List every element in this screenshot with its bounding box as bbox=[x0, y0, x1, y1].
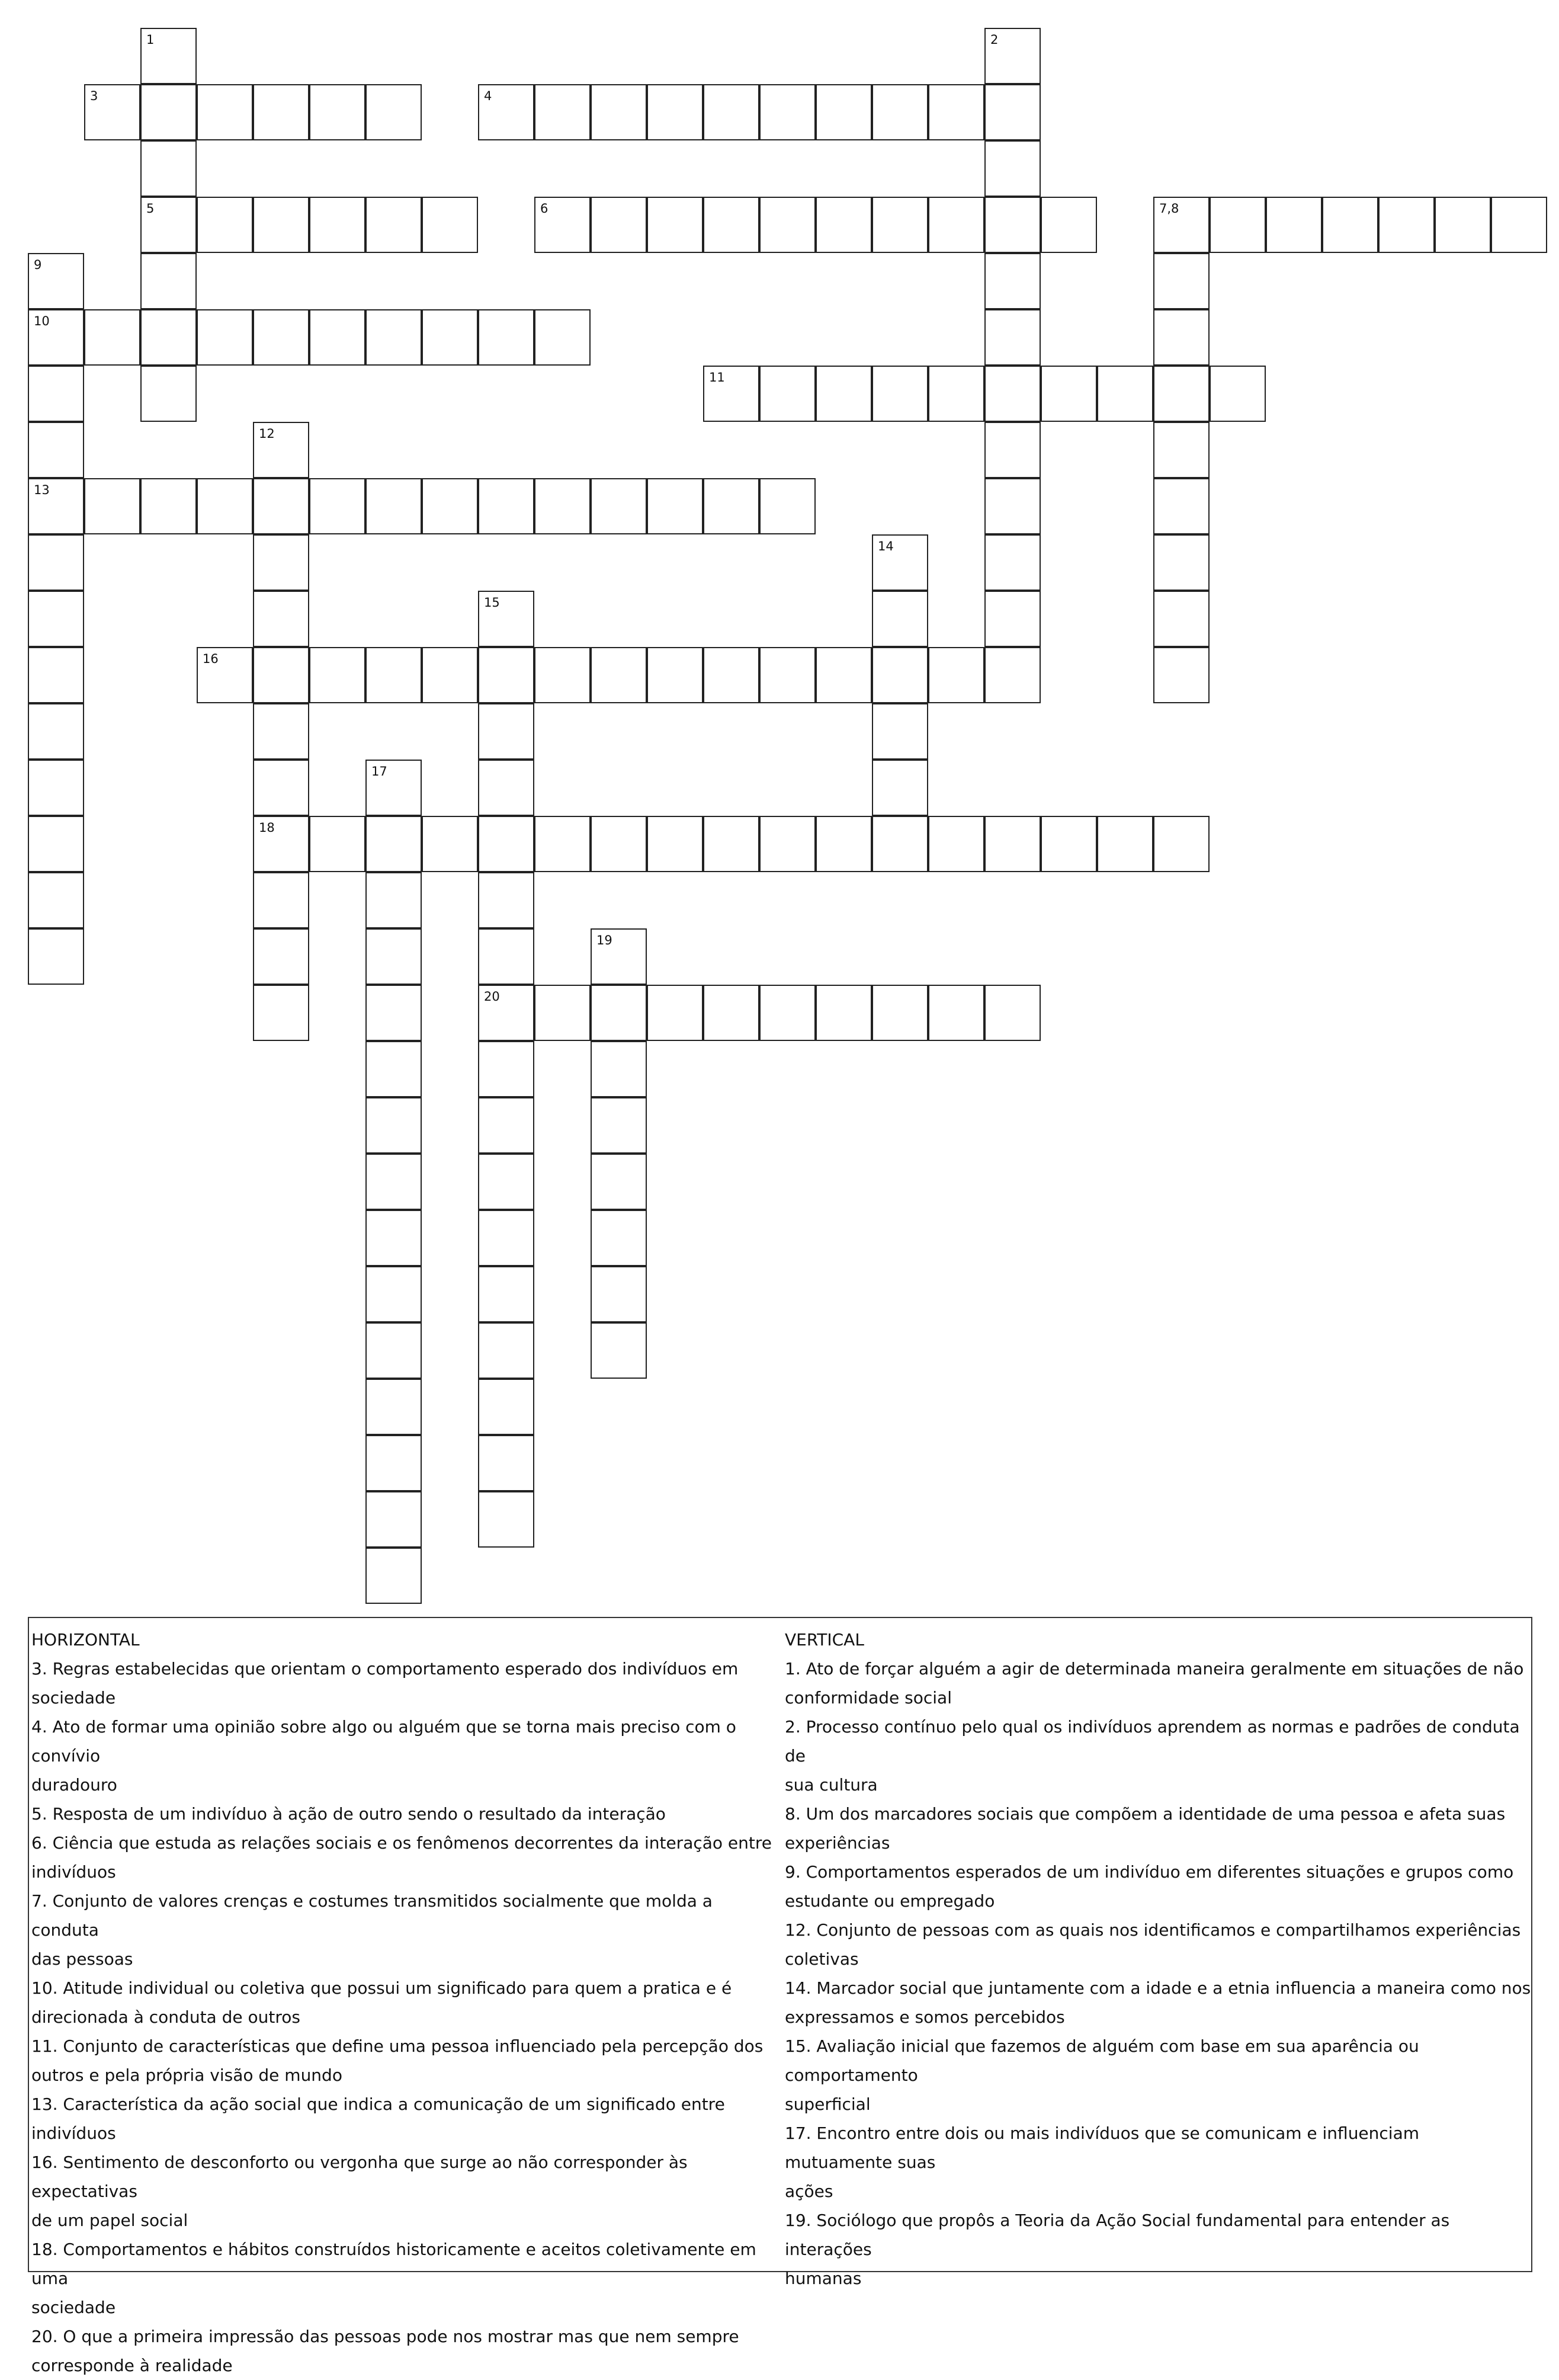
grid-cell[interactable] bbox=[197, 478, 253, 534]
grid-cell[interactable] bbox=[478, 703, 534, 760]
grid-cell[interactable] bbox=[591, 1097, 647, 1154]
grid-cell[interactable] bbox=[759, 478, 816, 534]
grid-cell[interactable] bbox=[197, 309, 253, 366]
grid-cell[interactable] bbox=[984, 84, 1041, 140]
grid-cell[interactable] bbox=[816, 647, 872, 703]
grid-cell[interactable] bbox=[647, 197, 703, 253]
grid-cell[interactable] bbox=[872, 591, 928, 647]
grid-cell[interactable] bbox=[478, 1154, 534, 1210]
grid-cell[interactable] bbox=[928, 197, 984, 253]
grid-cell[interactable] bbox=[253, 872, 309, 928]
clue-number: 9 bbox=[34, 258, 42, 272]
grid-cell[interactable] bbox=[759, 84, 816, 140]
grid-cell[interactable] bbox=[703, 197, 759, 253]
grid-cell[interactable] bbox=[1153, 534, 1210, 591]
grid-cell[interactable] bbox=[591, 1041, 647, 1097]
grid-cell[interactable] bbox=[422, 478, 478, 534]
grid-cell[interactable] bbox=[647, 478, 703, 534]
grid-cell[interactable] bbox=[309, 309, 365, 366]
clue-line: 16. Sentimento de desconforto ou vergonha que surge ao não corresponder às expectativas bbox=[31, 2152, 688, 2201]
grid-cell[interactable] bbox=[478, 647, 534, 703]
clue-number: 17 bbox=[371, 764, 387, 779]
clue-line: sociedade bbox=[31, 1688, 116, 1708]
grid-cell[interactable] bbox=[534, 478, 591, 534]
grid-cell[interactable] bbox=[478, 1266, 534, 1322]
clue-line: 14. Marcador social que juntamente com a idade e a etnia influencia a maneira como nos bbox=[785, 1978, 1531, 1998]
grid-cell[interactable] bbox=[1153, 647, 1210, 703]
grid-cell[interactable] bbox=[759, 647, 816, 703]
grid-cell[interactable] bbox=[140, 478, 197, 534]
grid-cell[interactable] bbox=[703, 985, 759, 1041]
clue-number: 14 bbox=[878, 539, 894, 553]
grid-cell[interactable] bbox=[140, 253, 197, 309]
grid-cell[interactable] bbox=[984, 309, 1041, 366]
grid-cell[interactable] bbox=[253, 197, 309, 253]
grid-cell[interactable] bbox=[647, 84, 703, 140]
grid-cell[interactable] bbox=[759, 366, 816, 422]
grid-cell[interactable] bbox=[872, 985, 928, 1041]
clue-line: outros e pela própria visão de mundo bbox=[31, 2065, 342, 2085]
grid-cell[interactable] bbox=[759, 816, 816, 872]
clue-line: 3. Regras estabelecidas que orientam o comportamento esperado dos indivíduos em bbox=[31, 1659, 739, 1679]
grid-cell[interactable] bbox=[1097, 816, 1153, 872]
grid-cell[interactable] bbox=[759, 985, 816, 1041]
grid-cell[interactable] bbox=[478, 816, 534, 872]
grid-cell[interactable] bbox=[365, 1097, 422, 1154]
clue-line: conformidade social bbox=[785, 1688, 952, 1708]
grid-cell[interactable] bbox=[534, 647, 591, 703]
grid-cell[interactable] bbox=[647, 647, 703, 703]
clue-line: estudante ou empregado bbox=[785, 1891, 995, 1911]
grid-cell[interactable] bbox=[984, 591, 1041, 647]
grid-cell[interactable] bbox=[478, 760, 534, 816]
grid-cell[interactable] bbox=[591, 1210, 647, 1266]
grid-cell[interactable] bbox=[928, 647, 984, 703]
grid-cell[interactable] bbox=[591, 1154, 647, 1210]
grid-cell[interactable] bbox=[591, 985, 647, 1041]
grid-cell[interactable] bbox=[253, 534, 309, 591]
clue-number: 18 bbox=[259, 821, 275, 835]
grid-cell[interactable] bbox=[1041, 197, 1097, 253]
clue-number: 16 bbox=[203, 652, 219, 666]
grid-cell[interactable] bbox=[309, 816, 365, 872]
grid-cell[interactable] bbox=[28, 647, 84, 703]
grid-cell[interactable] bbox=[816, 84, 872, 140]
clues-box bbox=[28, 1617, 1532, 2375]
grid-cell[interactable] bbox=[365, 872, 422, 928]
clue-number: 1 bbox=[146, 33, 155, 47]
grid-cell[interactable] bbox=[1153, 591, 1210, 647]
grid-cell[interactable] bbox=[703, 478, 759, 534]
grid-cell[interactable] bbox=[365, 1379, 422, 1435]
grid-cell[interactable] bbox=[478, 1322, 534, 1379]
grid-cell[interactable] bbox=[84, 478, 140, 534]
grid-cell[interactable] bbox=[253, 591, 309, 647]
grid-cell[interactable] bbox=[422, 816, 478, 872]
clue-line: 17. Encontro entre dois ou mais indivíduos que se comunicam e influenciam mutuamente suas bbox=[785, 2123, 1420, 2172]
grid-cell[interactable] bbox=[365, 1210, 422, 1266]
grid-cell[interactable] bbox=[365, 84, 422, 140]
grid-cell[interactable] bbox=[816, 366, 872, 422]
grid-cell[interactable] bbox=[1153, 478, 1210, 534]
clue-line: 11. Conjunto de características que define uma pessoa influenciado pela percepção dos bbox=[31, 2036, 764, 2056]
grid-cell[interactable] bbox=[253, 928, 309, 985]
clue-line: 7. Conjunto de valores crenças e costumes transmitidos socialmente que molda a conduta bbox=[31, 1891, 713, 1940]
horizontal-clues bbox=[31, 1625, 785, 2380]
grid-cell[interactable] bbox=[872, 703, 928, 760]
grid-cell[interactable] bbox=[703, 647, 759, 703]
grid-cell[interactable] bbox=[534, 985, 591, 1041]
grid-cell[interactable] bbox=[197, 197, 253, 253]
clue-line: 9. Comportamentos esperados de um indivíduo em diferentes situações e grupos como bbox=[785, 1862, 1514, 1882]
grid-cell[interactable] bbox=[872, 647, 928, 703]
clue-line: 18. Comportamentos e hábitos construídos historicamente e aceitos coletivamente em uma bbox=[31, 2240, 756, 2288]
grid-cell[interactable] bbox=[1041, 816, 1097, 872]
grid-cell[interactable] bbox=[534, 816, 591, 872]
grid-cell[interactable] bbox=[478, 1097, 534, 1154]
clue-line: das pessoas bbox=[31, 1949, 133, 1969]
grid-cell[interactable] bbox=[478, 928, 534, 985]
clue-line: 1. Ato de forçar alguém a agir de determinada maneira geralmente em situações de não bbox=[785, 1659, 1524, 1679]
clue-line: sociedade bbox=[31, 2298, 116, 2317]
grid-cell[interactable] bbox=[984, 647, 1041, 703]
grid-cell[interactable] bbox=[197, 84, 253, 140]
clue-number: 15 bbox=[484, 595, 500, 610]
grid-cell[interactable] bbox=[478, 309, 534, 366]
grid-cell[interactable] bbox=[365, 985, 422, 1041]
grid-cell[interactable] bbox=[984, 534, 1041, 591]
grid-cell[interactable] bbox=[1153, 422, 1210, 478]
grid-cell[interactable] bbox=[534, 84, 591, 140]
grid-cell[interactable] bbox=[365, 928, 422, 985]
grid-cell[interactable] bbox=[1153, 816, 1210, 872]
grid-cell[interactable] bbox=[984, 197, 1041, 253]
grid-cell[interactable] bbox=[140, 84, 197, 140]
grid-cell[interactable] bbox=[28, 422, 84, 478]
clue-line: 13. Característica da ação social que indica a comunicação de um significado entre indivíduos bbox=[31, 2094, 725, 2143]
clue-number: 5 bbox=[146, 201, 155, 216]
clue-line: 2. Processo contínuo pelo qual os indivíduos aprendem as normas e padrões de conduta de bbox=[785, 1717, 1520, 1766]
clue-line: superficial bbox=[785, 2094, 871, 2114]
grid-cell[interactable] bbox=[984, 985, 1041, 1041]
grid-cell[interactable] bbox=[365, 1435, 422, 1491]
clue-line: 10. Atitude individual ou coletiva que possui um significado para quem a pratica e é bbox=[31, 1978, 732, 1998]
grid-cell[interactable] bbox=[253, 647, 309, 703]
clue-number: 19 bbox=[596, 933, 612, 947]
grid-cell[interactable] bbox=[703, 816, 759, 872]
grid-cell[interactable] bbox=[422, 197, 478, 253]
grid-cell[interactable] bbox=[591, 197, 647, 253]
grid-cell[interactable] bbox=[928, 985, 984, 1041]
clue-line: indivíduos bbox=[31, 1862, 116, 1882]
clue-line: 5. Resposta de um indivíduo à ação de outro sendo o resultado da interação bbox=[31, 1804, 666, 1824]
clue-line: 12. Conjunto de pessoas com as quais nos identificamos e compartilhamos experiências bbox=[785, 1920, 1521, 1940]
grid-cell[interactable] bbox=[28, 872, 84, 928]
grid-cell[interactable] bbox=[591, 1322, 647, 1379]
grid-cell[interactable] bbox=[1097, 366, 1153, 422]
grid-cell[interactable] bbox=[28, 534, 84, 591]
clue-line: 6. Ciência que estuda as relações sociais e os fenômenos decorrentes da interação entre bbox=[31, 1833, 772, 1853]
horizontal-heading: HORIZONTAL bbox=[31, 1630, 140, 1649]
grid-cell[interactable] bbox=[84, 309, 140, 366]
clue-number: 20 bbox=[484, 989, 500, 1004]
grid-cell[interactable] bbox=[28, 703, 84, 760]
grid-cell[interactable] bbox=[1378, 197, 1435, 253]
grid-cell[interactable] bbox=[1266, 197, 1322, 253]
grid-cell[interactable] bbox=[365, 1322, 422, 1379]
grid-cell[interactable] bbox=[365, 816, 422, 872]
grid-cell[interactable] bbox=[365, 478, 422, 534]
grid-cell[interactable] bbox=[28, 366, 84, 422]
grid-cell[interactable] bbox=[1153, 253, 1210, 309]
grid-cell[interactable] bbox=[984, 253, 1041, 309]
clue-number: 10 bbox=[34, 314, 50, 328]
grid-cell[interactable] bbox=[984, 422, 1041, 478]
clue-number: 12 bbox=[259, 427, 275, 441]
grid-cell[interactable] bbox=[365, 197, 422, 253]
clue-number: 11 bbox=[709, 370, 725, 385]
grid-cell[interactable] bbox=[1210, 366, 1266, 422]
grid-cell[interactable] bbox=[928, 84, 984, 140]
vertical-clues bbox=[785, 1625, 1531, 2293]
grid-cell[interactable] bbox=[253, 309, 309, 366]
grid-cell[interactable] bbox=[478, 872, 534, 928]
grid-cell[interactable] bbox=[1153, 366, 1210, 422]
grid-cell[interactable] bbox=[478, 478, 534, 534]
grid-cell[interactable] bbox=[984, 816, 1041, 872]
grid-cell[interactable] bbox=[647, 985, 703, 1041]
grid-cell[interactable] bbox=[928, 816, 984, 872]
clue-line: humanas bbox=[785, 2269, 862, 2288]
grid-cell[interactable] bbox=[872, 197, 928, 253]
grid-cell[interactable] bbox=[984, 366, 1041, 422]
grid-cell[interactable] bbox=[478, 1379, 534, 1435]
grid-cell[interactable] bbox=[872, 84, 928, 140]
grid-cell[interactable] bbox=[478, 1435, 534, 1491]
grid-cell[interactable] bbox=[591, 647, 647, 703]
grid-cell[interactable] bbox=[253, 84, 309, 140]
grid-cell[interactable] bbox=[872, 366, 928, 422]
grid-cell[interactable] bbox=[253, 478, 309, 534]
grid-cell[interactable] bbox=[253, 703, 309, 760]
grid-cell[interactable] bbox=[253, 760, 309, 816]
clue-line: 19. Sociólogo que propôs a Teoria da Ação Social fundamental para entender as interações bbox=[785, 2211, 1450, 2259]
clue-line: duradouro bbox=[31, 1775, 117, 1795]
grid-cell[interactable] bbox=[365, 647, 422, 703]
clue-line: expressamos e somos percebidos bbox=[785, 2007, 1065, 2027]
grid-cell[interactable] bbox=[28, 816, 84, 872]
grid-cell[interactable] bbox=[1041, 366, 1097, 422]
grid-cell[interactable] bbox=[872, 816, 928, 872]
clue-line: corresponde à realidade bbox=[31, 2356, 233, 2375]
clue-line: direcionada à conduta de outros bbox=[31, 2007, 300, 2027]
clue-line: 8. Um dos marcadores sociais que compõem a identidade de uma pessoa e afeta suas bbox=[785, 1804, 1506, 1824]
grid-cell[interactable] bbox=[28, 591, 84, 647]
grid-cell[interactable] bbox=[1491, 197, 1547, 253]
clue-line: sua cultura bbox=[785, 1775, 878, 1795]
clue-line: ações bbox=[785, 2182, 833, 2201]
grid-cell[interactable] bbox=[1153, 309, 1210, 366]
grid-cell[interactable] bbox=[309, 84, 365, 140]
clue-line: coletivas bbox=[785, 1949, 859, 1969]
grid-cell[interactable] bbox=[140, 140, 197, 197]
grid-cell[interactable] bbox=[1322, 197, 1378, 253]
grid-cell[interactable] bbox=[365, 1491, 422, 1548]
clue-line: experiências bbox=[785, 1833, 890, 1853]
grid-cell[interactable] bbox=[28, 928, 84, 985]
grid-cell[interactable] bbox=[647, 816, 703, 872]
grid-cell[interactable] bbox=[309, 197, 365, 253]
grid-cell[interactable] bbox=[816, 197, 872, 253]
clue-number: 3 bbox=[90, 89, 98, 103]
grid-cell[interactable] bbox=[365, 1548, 422, 1604]
grid-cell[interactable] bbox=[365, 1041, 422, 1097]
grid-cell[interactable] bbox=[759, 197, 816, 253]
clue-number: 4 bbox=[484, 89, 492, 103]
grid-cell[interactable] bbox=[478, 1210, 534, 1266]
clue-number: 6 bbox=[540, 201, 548, 216]
grid-cell[interactable] bbox=[422, 647, 478, 703]
grid-cell[interactable] bbox=[703, 84, 759, 140]
grid-cell[interactable] bbox=[140, 309, 197, 366]
grid-cell[interactable] bbox=[478, 1041, 534, 1097]
clue-number: 2 bbox=[990, 33, 999, 47]
clue-line: 15. Avaliação inicial que fazemos de alguém com base em sua aparência ou comportamento bbox=[785, 2036, 1419, 2085]
grid-cell[interactable] bbox=[534, 309, 591, 366]
grid-cell[interactable] bbox=[591, 1266, 647, 1322]
grid-cell[interactable] bbox=[253, 985, 309, 1041]
grid-cell[interactable] bbox=[872, 760, 928, 816]
grid-cell[interactable] bbox=[365, 1266, 422, 1322]
clue-number: 13 bbox=[34, 483, 50, 497]
vertical-heading: VERTICAL bbox=[785, 1630, 864, 1649]
grid-cell[interactable] bbox=[591, 84, 647, 140]
grid-cell[interactable] bbox=[28, 760, 84, 816]
grid-cell[interactable] bbox=[309, 478, 365, 534]
grid-cell[interactable] bbox=[816, 816, 872, 872]
clue-line: de um papel social bbox=[31, 2211, 188, 2230]
clue-line: 4. Ato de formar uma opinião sobre algo ou alguém que se torna mais preciso com o convívio bbox=[31, 1717, 736, 1766]
grid-cell[interactable] bbox=[591, 816, 647, 872]
grid-cell[interactable] bbox=[365, 309, 422, 366]
grid-cell[interactable] bbox=[984, 478, 1041, 534]
grid-cell[interactable] bbox=[1435, 197, 1491, 253]
grid-cell[interactable] bbox=[309, 647, 365, 703]
grid-cell[interactable] bbox=[478, 1491, 534, 1548]
grid-cell[interactable] bbox=[365, 1154, 422, 1210]
clue-number: 7,8 bbox=[1159, 201, 1179, 216]
grid-cell[interactable] bbox=[816, 985, 872, 1041]
clue-line: 20. O que a primeira impressão das pessoas pode nos mostrar mas que nem sempre bbox=[31, 2327, 739, 2346]
grid-cell[interactable] bbox=[928, 366, 984, 422]
grid-cell[interactable] bbox=[422, 309, 478, 366]
grid-cell[interactable] bbox=[984, 140, 1041, 197]
grid-cell[interactable] bbox=[140, 366, 197, 422]
grid-cell[interactable] bbox=[1210, 197, 1266, 253]
grid-cell[interactable] bbox=[591, 478, 647, 534]
